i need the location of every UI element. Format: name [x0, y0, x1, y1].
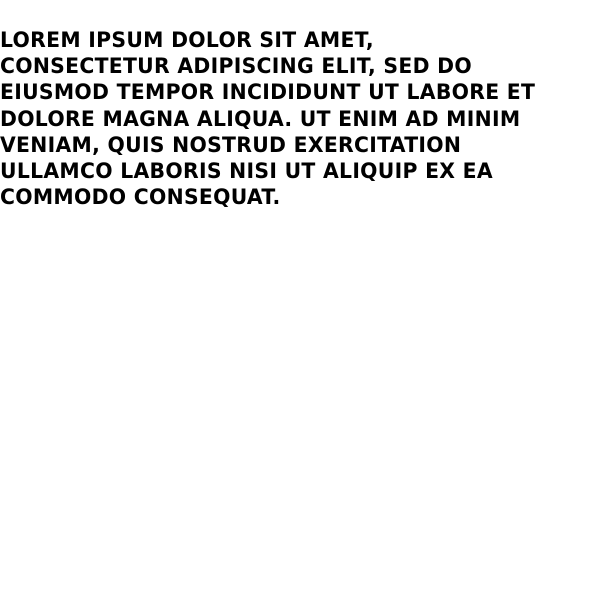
paragraph-line-3: EIUSMOD TEMPOR INCIDIDUNT UT LABORE ET	[0, 80, 536, 105]
paragraph-line-4: DOLORE MAGNA ALIQUA. UT ENIM AD MINIM	[0, 106, 521, 131]
paragraph-line-5: VENIAM, QUIS NOSTRUD EXERCITATION	[0, 132, 462, 157]
paragraph-line-2: CONSECTETUR ADIPISCING ELIT, SED DO	[0, 54, 472, 79]
lorem-ipsum-paragraph	[0, 27, 580, 210]
paragraph-line-7: COMMODO CONSEQUAT.	[0, 185, 281, 210]
paragraph-line-6: ULLAMCO LABORIS NISI UT ALIQUIP EX EA	[0, 159, 493, 184]
paragraph-line-1: LOREM IPSUM DOLOR SIT AMET,	[0, 28, 374, 52]
